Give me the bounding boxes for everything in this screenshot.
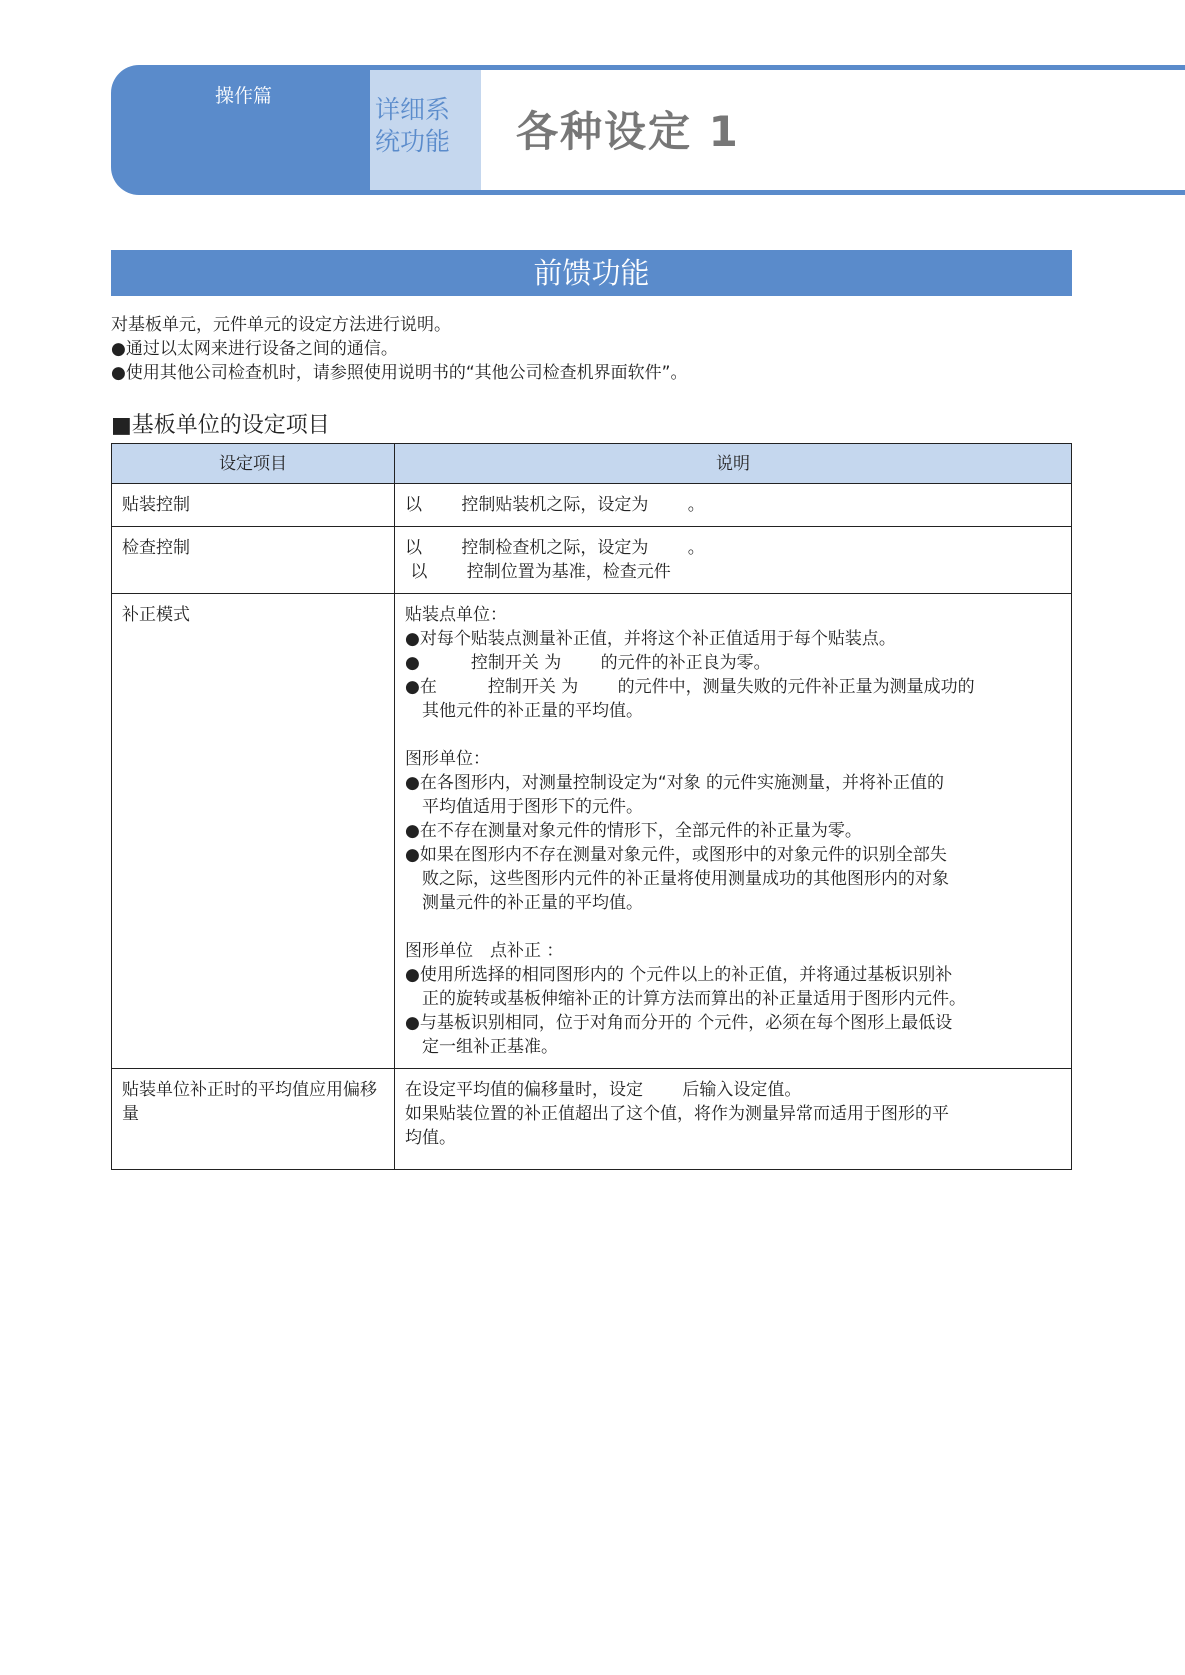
- description-line: 平均值适用于图形下的元件。: [405, 797, 643, 817]
- description-line: ●如果在图形内不存在测量对象元件，或图形中的对象元件的识别全部失: [405, 845, 947, 865]
- description-line: 以 控制位置为基准，检查元件: [405, 562, 671, 582]
- description-line: [405, 915, 1061, 939]
- description-line: ●对每个贴装点测量补正值，并将这个补正值适用于每个贴装点。: [405, 629, 896, 649]
- table-header-row: [112, 444, 1072, 484]
- intro-line: ●使用其他公司检查机时，请参照使用说明书的“其他公司检查机界面软件”。: [111, 363, 688, 383]
- setting-item: 检查控制: [112, 527, 395, 594]
- chapter-label: [370, 70, 481, 190]
- description-line: 正的旋转或基板伸缩补正的计算方法而算出的补正量适用于图形内元件。: [405, 989, 966, 1009]
- table-row: [112, 527, 1072, 594]
- description-line: 以 控制贴装机之际，设定为 。: [405, 495, 705, 515]
- page-title: 各种设定 1: [516, 107, 740, 156]
- section-tab: [111, 65, 370, 195]
- setting-item: 贴装控制: [112, 484, 395, 527]
- description-line: 在设定平均值的偏移量时，设定 后输入设定值。: [405, 1080, 802, 1100]
- section-banner: 前馈功能: [111, 250, 1072, 296]
- section-label: 操作篇: [215, 85, 273, 107]
- column-header: 设定项目: [112, 444, 395, 484]
- description-line: 定一组补正基准。: [405, 1037, 558, 1057]
- table-row: [112, 1069, 1072, 1170]
- setting-description: [395, 594, 1072, 1069]
- table-row: [112, 484, 1072, 527]
- page-header: [111, 65, 1185, 195]
- chapter-label-line: 详细系: [375, 95, 451, 124]
- chapter-label-line: 统功能: [375, 127, 451, 156]
- setting-item: 补正模式: [112, 594, 395, 1069]
- description-line: 测量元件的补正量的平均值。: [405, 893, 643, 913]
- section-heading: ■基板单位的设定项目: [111, 413, 330, 438]
- description-line: 以 控制检查机之际，设定为 。: [405, 538, 705, 558]
- header-rule-bottom: [370, 190, 1185, 195]
- setting-description: [395, 484, 1072, 527]
- column-header: 说明: [395, 444, 1072, 484]
- description-line: 均值。: [405, 1128, 456, 1148]
- description-line: ●在不存在测量对象元件的情形下，全部元件的补正量为零。: [405, 821, 862, 841]
- description-line: ● 控制开关 为 的元件的补正良为零。: [405, 653, 771, 673]
- description-line: ●在 控制开关 为 的元件中，测量失败的元件补正量为测量成功的: [405, 677, 975, 697]
- description-line: [405, 723, 1061, 747]
- setting-description: [395, 527, 1072, 594]
- setting-description: [395, 1069, 1072, 1170]
- description-line: 图形单位：: [405, 749, 490, 769]
- description-line: ●使用所选择的相同图形内的 个元件以上的补正值，并将通过基板识别补: [405, 965, 953, 985]
- description-line: 如果贴装位置的补正值超出了这个值，将作为测量异常而适用于图形的平: [405, 1104, 949, 1124]
- table-row: [112, 594, 1072, 1069]
- description-line: 其他元件的补正量的平均值。: [405, 701, 643, 721]
- settings-table: [111, 443, 1072, 1170]
- description-line: ●在各图形内，对测量控制设定为“对象 的元件实施测量，并将补正值的: [405, 773, 945, 793]
- intro-text: [111, 313, 687, 385]
- intro-line: 对基板单元，元件单元的设定方法进行说明。: [111, 315, 451, 335]
- description-line: ●与基板识别相同，位于对角而分开的 个元件，必须在每个图形上最低设: [405, 1013, 953, 1033]
- setting-item: 贴装单位补正时的平均值应用偏移量: [112, 1069, 395, 1170]
- description-line: 图形单位 点补正 ：: [405, 941, 564, 961]
- description-line: 败之际，这些图形内元件的补正量将使用测量成功的其他图形内的对象: [405, 869, 949, 889]
- header-rule-top: [370, 65, 1185, 70]
- description-line: 贴装点单位：: [405, 605, 507, 625]
- intro-line: ●通过以太网来进行设备之间的通信。: [111, 339, 398, 359]
